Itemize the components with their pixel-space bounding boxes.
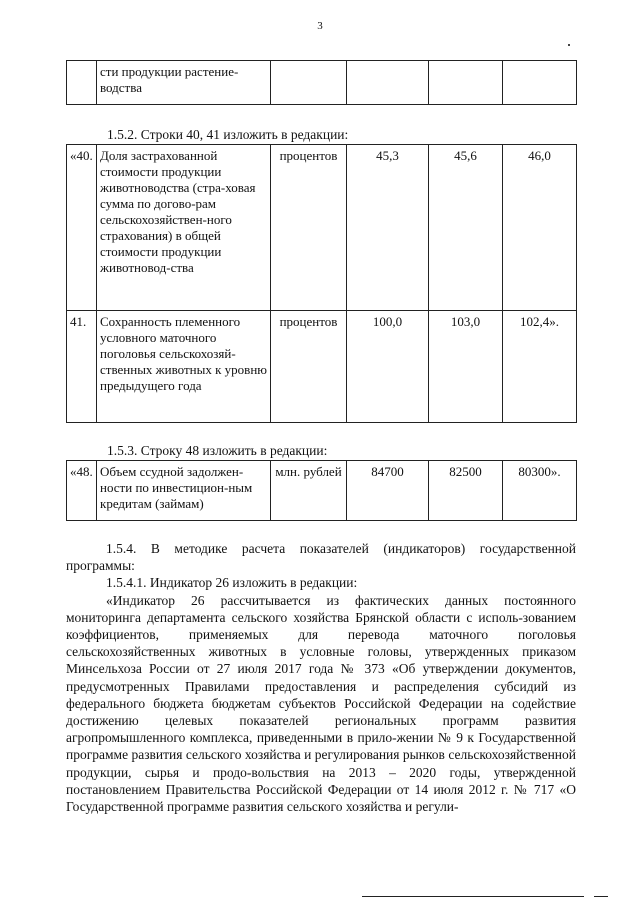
row-number: «48. [67,461,97,521]
value-2: 82500 [429,461,503,521]
unit-cell: процентов [271,311,347,423]
section-heading-1-5-3: 1.5.3. Строку 48 изложить в редакции: [107,443,328,458]
indicator-name: Сохранность племенного условного маточного поголовья сельскохозяй-ственных животных к уровню предыдущего года [97,311,271,423]
table-row [67,145,577,311]
page-number: 3 [317,20,323,32]
paragraph-indicator-26: «Индикатор 26 рассчитывается из фактических данных постоянного мониторинга департамента сельского хозяйства Брянской области с исполь-зованием коэффициентов, применяемых для перевода маточного поголовья сельскохозяйственных животных в условные головы, утвержденных приказом Минсельхоза России от 27 июля 2017 года № 373 «Об утверждении документов, предусмотренных Правилами предоставления и распределения субсидий из федерального бюджета бюджетам субъектов Российской Федерации на содействие достижению целевых показателей региональных программ развития агропромышленного комплекса, приведенными в прило-жении № 9 к Государственной программе развития сельского хозяйства и регулирования рынков сельскохозяйственной продукции, сырья и продо-вольствия на 2013 – 2020 годы, утвержденной постановлением Правительства Российской Федерации от 14 июля 2012 г. № 717 «О Государственной программе развития сельского хозяйства и регули- [66,592,576,815]
value-1: 100,0 [347,311,429,423]
footer-rule-short [594,896,608,897]
indicator-name: Доля застрахованной стоимости продукции животноводства (стра-ховая сумма по догово-рам сельскохозяйствен-ного страхования) в общей стоимости продукции животновод-ства [97,145,271,311]
value-1: 45,3 [347,145,429,311]
value-2 [429,61,503,105]
table-continuation [66,60,577,105]
row-number: «40. [67,145,97,311]
value-1 [347,61,429,105]
row-number [67,61,97,105]
indicator-name: сти продукции растение-водства [97,61,271,105]
table-row [67,311,577,423]
unit-cell: млн. рублей [271,461,347,521]
indicator-name: Объем ссудной задолжен-ности по инвестицион-ным кредитам (займам) [97,461,271,521]
value-2: 103,0 [429,311,503,423]
value-2: 45,6 [429,145,503,311]
scan-dot-mark [568,44,570,46]
value-3: 102,4». [503,311,577,423]
unit-cell: процентов [271,145,347,311]
paragraph-1-5-4-1: 1.5.4.1. Индикатор 26 изложить в редакции: [106,575,358,591]
value-3: 46,0 [503,145,577,311]
value-3 [503,61,577,105]
value-3: 80300». [503,461,577,521]
value-1: 84700 [347,461,429,521]
methodology-text [66,540,576,815]
table-row-48 [66,460,577,521]
unit-cell [271,61,347,105]
table-row [67,461,577,521]
section-heading-1-5-2: 1.5.2. Строки 40, 41 изложить в редакции: [107,127,349,142]
table-rows-40-41 [66,144,577,423]
table-row [67,61,577,105]
footer-rule [362,896,584,897]
row-number: 41. [67,311,97,423]
paragraph-1-5-4: 1.5.4. В методике расчета показателей (индикаторов) государственной программы: [66,541,576,574]
